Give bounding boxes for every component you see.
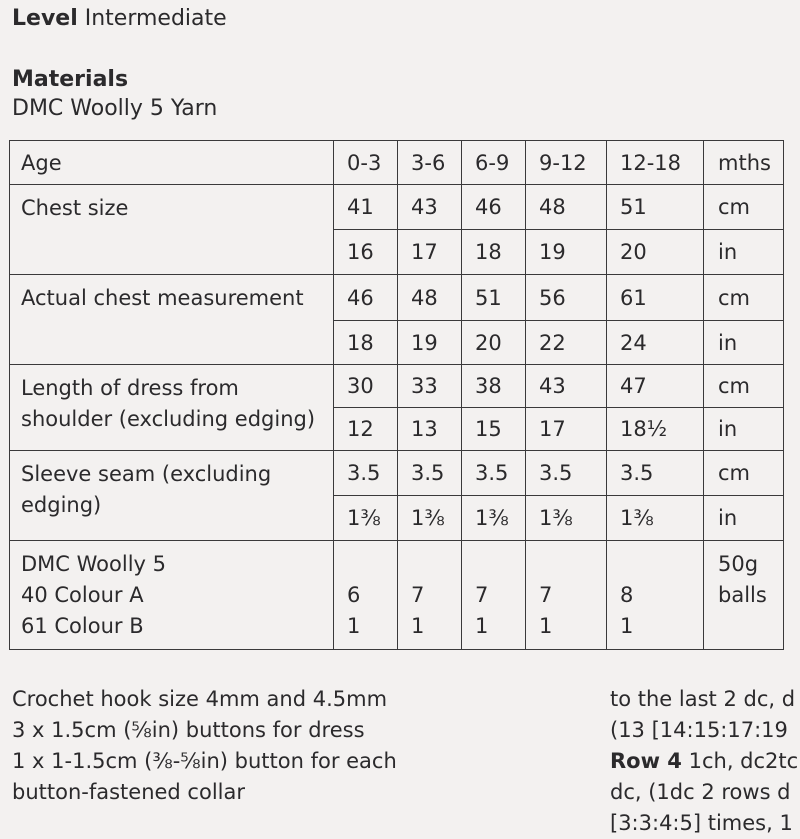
actual-in: 18: [334, 321, 398, 365]
instruction-text: 1ch, dc2tc: [681, 749, 799, 773]
yarn-b: 1: [411, 614, 425, 638]
actual-in: 20: [462, 321, 526, 365]
unit-cm: cm: [704, 365, 784, 408]
instruction-line: (13 [14:15:17:19: [610, 718, 788, 742]
sleeve-cm: 3.5: [607, 451, 704, 496]
sleeve-cm: 3.5: [462, 451, 526, 496]
unit-in: in: [704, 230, 784, 275]
length-label-line: shoulder (excluding edging): [21, 407, 316, 431]
yarn-a: 8: [620, 583, 634, 607]
sleeve-cm: 3.5: [398, 451, 462, 496]
unit-cm: cm: [704, 451, 784, 496]
length-in: 13: [398, 408, 462, 451]
row-length-cm: [10, 365, 784, 408]
row-actual-cm: [10, 275, 784, 321]
yarn-label: [10, 541, 334, 650]
actual-in: 24: [607, 321, 704, 365]
row-yarn: [10, 541, 784, 650]
sleeve-in: 1⅜: [526, 496, 607, 541]
chest-cm: 51: [607, 185, 704, 230]
instruction-line: to the last 2 dc, d: [610, 687, 796, 711]
actual-label: Actual chest measurement: [10, 275, 334, 365]
length-label-line: Length of dress from: [21, 376, 239, 400]
sleeve-in: 1⅜: [462, 496, 526, 541]
yarn-b: 1: [475, 614, 489, 638]
actual-cm: 51: [462, 275, 526, 321]
materials-heading: Materials: [12, 67, 129, 92]
length-in: 17: [526, 408, 607, 451]
length-cm: 38: [462, 365, 526, 408]
chest-label: Chest size: [10, 185, 334, 275]
actual-cm: 48: [398, 275, 462, 321]
actual-cm: 61: [607, 275, 704, 321]
sleeve-label-line: Sleeve seam (excluding: [21, 462, 272, 486]
actual-in: 22: [526, 321, 607, 365]
sleeve-in: 1⅜: [334, 496, 398, 541]
chest-in: 18: [462, 230, 526, 275]
yarn-cell: [398, 541, 462, 650]
chest-in: 19: [526, 230, 607, 275]
yarn-unit: [704, 541, 784, 650]
chest-in: 20: [607, 230, 704, 275]
yarn-a: 6: [347, 583, 361, 607]
chest-cm: 48: [526, 185, 607, 230]
note-line: 3 x 1.5cm (⅝in) buttons for dress: [12, 718, 365, 742]
sleeve-cm: 3.5: [334, 451, 398, 496]
sleeve-in: 1⅜: [398, 496, 462, 541]
yarn-cell: [462, 541, 526, 650]
note-line: 1 x 1-1.5cm (⅜-⅝in) button for each: [12, 749, 397, 773]
length-cm: 33: [398, 365, 462, 408]
age-label: Age: [10, 141, 334, 185]
level-line: [12, 6, 227, 31]
level-label: Level: [12, 6, 78, 31]
unit-in: in: [704, 321, 784, 365]
yarn-cell: [607, 541, 704, 650]
age-col: 3-6: [398, 141, 462, 185]
length-cm: 30: [334, 365, 398, 408]
actual-in: 19: [398, 321, 462, 365]
level-value: Intermediate: [84, 6, 227, 31]
yarn-unit-line: 50g: [718, 552, 759, 576]
note-line: button-fastened collar: [12, 780, 245, 804]
materials-notes: [12, 684, 397, 808]
unit-in: in: [704, 496, 784, 541]
unit-cm: cm: [704, 185, 784, 230]
instruction-line: [610, 746, 800, 777]
length-in: 15: [462, 408, 526, 451]
row-chest-cm: [10, 185, 784, 230]
row-label: Row 4: [610, 749, 682, 773]
length-cm: 47: [607, 365, 704, 408]
yarn-label-line: DMC Woolly 5: [21, 552, 166, 576]
age-unit: mths: [704, 141, 784, 185]
yarn-cell: [526, 541, 607, 650]
chest-in: 17: [398, 230, 462, 275]
age-col: 0-3: [334, 141, 398, 185]
age-col: 9-12: [526, 141, 607, 185]
sleeve-cm: 3.5: [526, 451, 607, 496]
yarn-unit-line: balls: [718, 583, 767, 607]
sleeve-in: 1⅜: [607, 496, 704, 541]
actual-cm: 46: [334, 275, 398, 321]
chest-cm: 43: [398, 185, 462, 230]
instruction-line: dc, (1dc 2 rows d: [610, 780, 791, 804]
yarn-b: 1: [620, 614, 634, 638]
instruction-line: [3:3:4:5] times, 1: [610, 811, 793, 835]
length-label: [10, 365, 334, 451]
unit-cm: cm: [704, 275, 784, 321]
pattern-instructions: [610, 684, 800, 839]
yarn-a: 7: [475, 583, 489, 607]
yarn-label-line: 40 Colour A: [21, 583, 144, 607]
length-in: 12: [334, 408, 398, 451]
age-col: 6-9: [462, 141, 526, 185]
unit-in: in: [704, 408, 784, 451]
yarn-b: 1: [539, 614, 553, 638]
sleeve-label-line: edging): [21, 493, 102, 517]
materials-yarn: DMC Woolly 5 Yarn: [12, 96, 218, 121]
length-in: 18½: [607, 408, 704, 451]
actual-cm: 56: [526, 275, 607, 321]
note-line: Crochet hook size 4mm and 4.5mm: [12, 687, 388, 711]
size-table: [9, 140, 784, 650]
chest-cm: 46: [462, 185, 526, 230]
age-col: 12-18: [607, 141, 704, 185]
chest-cm: 41: [334, 185, 398, 230]
row-sleeve-cm: [10, 451, 784, 496]
sleeve-label: [10, 451, 334, 541]
yarn-b: 1: [347, 614, 361, 638]
yarn-a: 7: [539, 583, 553, 607]
yarn-a: 7: [411, 583, 425, 607]
chest-in: 16: [334, 230, 398, 275]
row-age: [10, 141, 784, 185]
yarn-cell: [334, 541, 398, 650]
length-cm: 43: [526, 365, 607, 408]
yarn-label-line: 61 Colour B: [21, 614, 144, 638]
